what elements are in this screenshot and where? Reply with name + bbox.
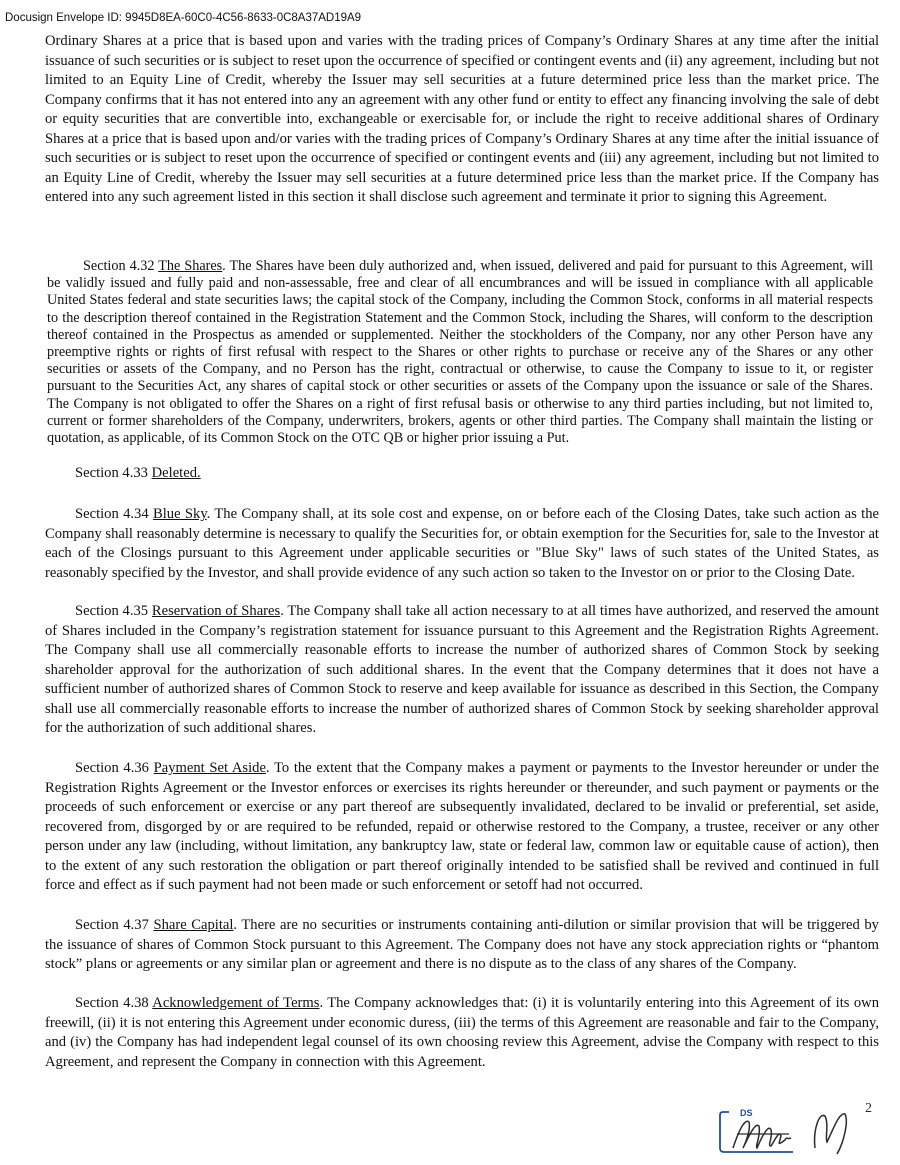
section-4-34	[45, 505, 879, 583]
docusign-envelope-id: Docusign Envelope ID: 9945D8EA-60C0-4C56-8633-0C8A37AD19A9	[5, 12, 362, 24]
section-4-32	[47, 258, 873, 447]
section-4-37	[45, 916, 879, 975]
section-number: Section 4.35	[75, 603, 149, 619]
section-body: . The Company shall take all action necessary to at all times have authorized, and reserved the amount of Shares included in the Company’s registration statement for issuance pursuant to this Agreement and the Registration Rights Agreement. The Company shall use all commercially reasonable efforts to increase the number of authorized shares of Common Stock by seeking shareholder approval for the authorization of such additional shares. In the event that the Company determines that it does not have a sufficient number of authorized shares of Common Stock to reserve and keep available for issuance as described in this Section, the Company shall use all commercially reasonable efforts to increase the number of authorized shares of Common Stock by seeking shareholder approval for the authorization of such additional shares.	[45, 603, 879, 736]
section-body: . To the extent that the Company makes a payment or payments to the Investor hereunder or under the Registration Rights Agreement or the Investor enforces or exercises its rights hereunder or thereunder, and such payment or payments or the proceeds of such enforcement or exercise or any part thereof are subsequently invalidated, declared to be invalid or preferential, set aside, recovered from, disgorged by or are required to be refunded, repaid or otherwise restored to the Company, a trustee, receiver or any other person under any law (including, without limitation, any bankruptcy law, state or federal law, common law or equitable cause of action), then to the extent of any such restoration the obligation or part thereof originally intended to be satisfied shall be revived and continued in full force and effect as if such payment had not been made or such enforcement or setoff had not occurred.	[45, 760, 879, 893]
section-title: Share Capital	[153, 917, 234, 933]
ds-badge: DS	[740, 1108, 753, 1118]
section-4-33	[45, 464, 879, 484]
section-number: Section 4.32	[83, 258, 155, 274]
section-body: . The Company acknowledges that: (i) it is voluntarily entering into this Agreement of its own freewill, (ii) it is not entering this Agreement under economic duress, (iii) the terms of this Agreement are reasonable and fair to the Company, and (iv) the Company has had independent legal counsel of its own choosing review this Agreement, advise the Company with respect to this Agreement, and represent the Company in connection with this Agreement.	[45, 995, 879, 1070]
initials-ink	[815, 1114, 847, 1154]
section-number: Section 4.34	[75, 506, 149, 522]
section-4-35	[45, 602, 879, 739]
section-number: Section 4.33	[75, 465, 148, 481]
section-body: . The Shares have been duly authorized and, when issued, delivered and paid for pursuant to this Agreement, will be validly issued and fully paid and non-assessable, free and clear of all encumbrances and will be issued in compliance with all applicable United States federal and state securities laws; the capital stock of the Company, including the Common Stock, conforms in all material respects to the description thereof contained in the Registration Statement and the Common Stock, including the Shares, will conform to the description thereof contained in the Prospectus as amended or supplemented. Neither the stockholders of the Company, nor any other Person have any preemptive rights or rights of first refusal with respect to the Shares or other rights to purchase or receive any of the Shares or any other securities or assets of the Company, and no Person has the right, contractual or otherwise, to cause the Company to issue to it, or register pursuant to the Securities Act, any shares of capital stock or other securities or assets of the Company upon the issuance or sale of the Shares. The Company is not obligated to offer the Shares on a right of first refusal basis or otherwise to any third parties including, but not limited to, current or former shareholders of the Company, underwriters, brokers, agents or other third parties. The Company shall maintain the listing or quotation, as applicable, of its Common Stock on the OTC QB or higher prior issuing a Put.	[47, 258, 874, 447]
initials-superscript: 2	[865, 1101, 872, 1116]
signature-block	[715, 1090, 895, 1160]
section-body: . There are no securities or instruments containing anti-dilution or similar provision that will be triggered by the issuance of shares of Common Stock pursuant to this Agreement. The Company does not have any stock appreciation rights or “phantom stock” plans or agreements or any similar plan or agreement and there is no dispute as to the class of any shares of the Company.	[45, 917, 879, 972]
section-title: Payment Set Aside	[153, 760, 266, 776]
section-number: Section 4.36	[75, 760, 149, 776]
section-body: . The Company shall, at its sole cost and expense, on or before each of the Closing Dates, take such action as the Company shall reasonably determine is necessary to qualify the Securities for, or obtain exemption for the Securities for, sale to the Investor at each of the Closings pursuant to this Agreement under applicable securities or "Blue Sky" laws of such states of the United States, as reasonably specified by the Investor, and shall provide evidence of any such action so taken to the Investor on or prior to the Closing Date.	[45, 506, 879, 581]
section-title: Reservation of Shares	[151, 603, 281, 619]
section-number: Section 4.37	[75, 917, 149, 933]
signature-graphic	[715, 1090, 895, 1160]
section-title: Acknowledgement of Terms	[152, 995, 320, 1011]
signature-ink	[733, 1121, 791, 1148]
section-4-38	[45, 994, 879, 1072]
section-title: Deleted.	[151, 465, 201, 481]
section-number: Section 4.38	[75, 995, 149, 1011]
section-title: Blue Sky	[153, 506, 207, 522]
intro-paragraph: Ordinary Shares at a price that is based upon and varies with the trading prices of Company’s Ordinary Shares at any time after the initial issuance of such securities or is subject to reset upon the occurrence of specified or contingent events and (ii) any agreement, including but not limited to an Equity Line of Credit, whereby the Issuer may sell securities at a future determined price less than the market price. The Company confirms that it has not entered into any an agreement with any other fund or entity to effect any financing involving the sale of debt or equity securities that are convertible into, exchangeable or exercisable for, or include the right to receive additional shares of Ordinary Shares at a price that is based upon and/or varies with the trading prices of Company’s Ordinary Shares at any time after the initial issuance of such securities or is subject to reset upon the occurrence of specified or contingent events and (iii) any agreement, including but not limited to an Equity Line of Credit, whereby the Issuer may sell securities at a future determined price less than the market price. If the Company has entered into any such agreement listed in this section it shall disclose such agreement and terminate it prior to signing this Agreement.	[45, 33, 879, 205]
section-4-36	[45, 759, 879, 896]
section-title: The Shares	[158, 258, 223, 274]
